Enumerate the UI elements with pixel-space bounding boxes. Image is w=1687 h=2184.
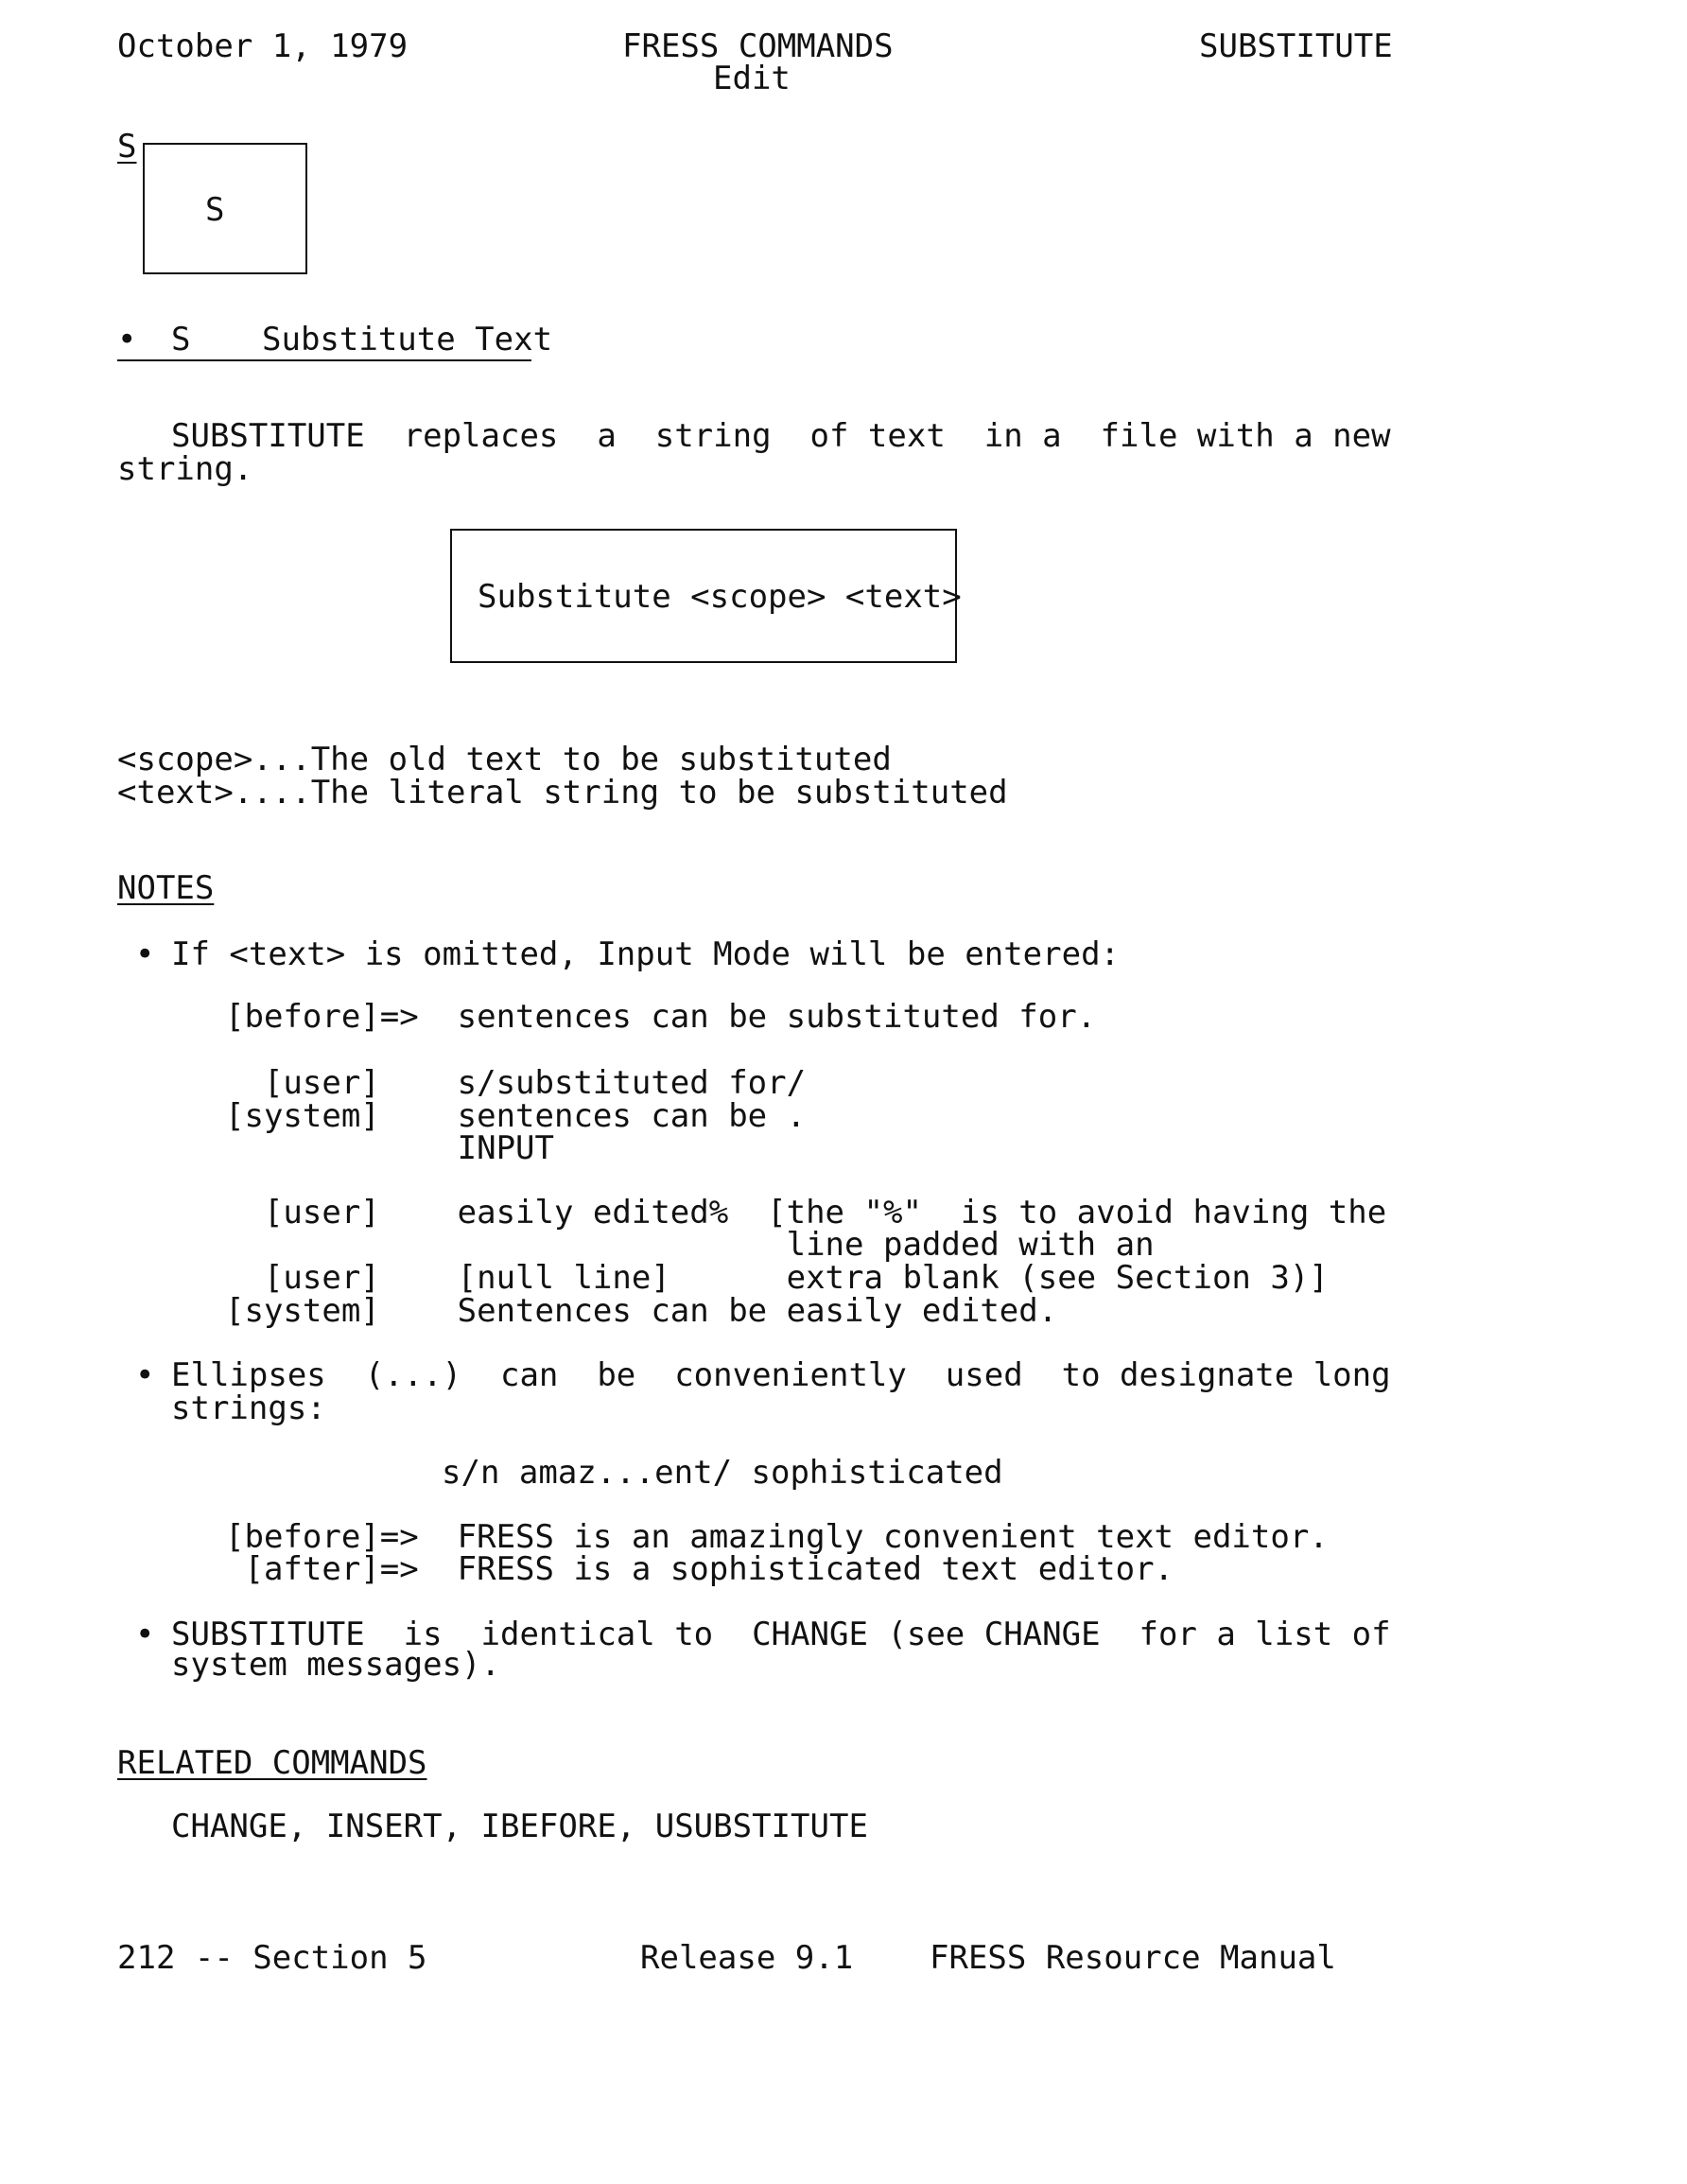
heading-abbr: S — [171, 321, 191, 358]
note-2-after: [after]=> FRESS is a sophisticated text editor. — [225, 1550, 1174, 1588]
command-heading — [117, 321, 553, 361]
note-1-line: [user] s/substituted for/ — [225, 1064, 807, 1102]
note-2-line-2: strings: — [171, 1389, 326, 1427]
abbrev-box-text: S — [205, 191, 225, 229]
header-subtitle: Edit — [713, 60, 791, 97]
note-1-bullet: • — [135, 935, 155, 973]
note-1-line: [system] Sentences can be easily edited. — [225, 1292, 1058, 1330]
note-1-line: line padded with an — [225, 1226, 1155, 1264]
note-1-line: [user] easily edited% [the "%" is to avoid having the — [225, 1194, 1387, 1232]
heading-bullet: • — [117, 321, 137, 358]
note-3-bullet: • — [135, 1616, 155, 1653]
intro-line-1: SUBSTITUTE replaces a string of text in a file with a new — [171, 417, 1391, 455]
note-2-before: [before]=> FRESS is an amazingly convenient text editor. — [225, 1518, 1329, 1556]
param-scope: <scope>...The old text to be substituted — [117, 741, 892, 778]
header-command-name: SUBSTITUTE — [1199, 27, 1393, 65]
note-3-line-1: SUBSTITUTE is identical to CHANGE (see CHANGE for a list of — [171, 1616, 1391, 1653]
note-1-line: [system] sentences can be . — [225, 1097, 807, 1135]
note-1-before: [before]=> sentences can be substituted for. — [225, 998, 1097, 1036]
abbrev-label: S — [117, 128, 137, 166]
related-list: CHANGE, INSERT, IBEFORE, USUBSTITUTE — [171, 1808, 868, 1845]
note-2-line-1: Ellipses (...) can be conveniently used to designate long — [171, 1356, 1391, 1394]
footer-left: 212 -- Section 5 — [117, 1939, 427, 1977]
note-2-bullet: • — [135, 1356, 155, 1394]
note-2-example: s/n amaz...ent/ sophisticated — [442, 1454, 1003, 1492]
footer-center: Release 9.1 — [640, 1939, 854, 1977]
related-title: RELATED COMMANDS — [117, 1744, 427, 1782]
header-title: FRESS COMMANDS — [622, 27, 894, 65]
syntax-text: Substitute <scope> <text> — [478, 578, 962, 616]
abbrev-box — [143, 143, 307, 274]
footer-right: FRESS Resource Manual — [930, 1939, 1336, 1977]
syntax-box — [450, 529, 962, 663]
note-3-line-2: system messages). — [171, 1646, 500, 1684]
intro-line-2: string. — [117, 450, 253, 488]
heading-text: Substitute Text — [262, 321, 553, 358]
note-1-line: INPUT — [225, 1129, 554, 1167]
header-date: October 1, 1979 — [117, 27, 409, 65]
note-1-text: If <text> is omitted, Input Mode will be entered: — [171, 935, 1121, 973]
param-text: <text>....The literal string to be substituted — [117, 774, 1008, 812]
notes-title: NOTES — [117, 869, 215, 907]
note-1-line: [user] [null line] extra blank (see Section 3)] — [225, 1259, 1329, 1297]
